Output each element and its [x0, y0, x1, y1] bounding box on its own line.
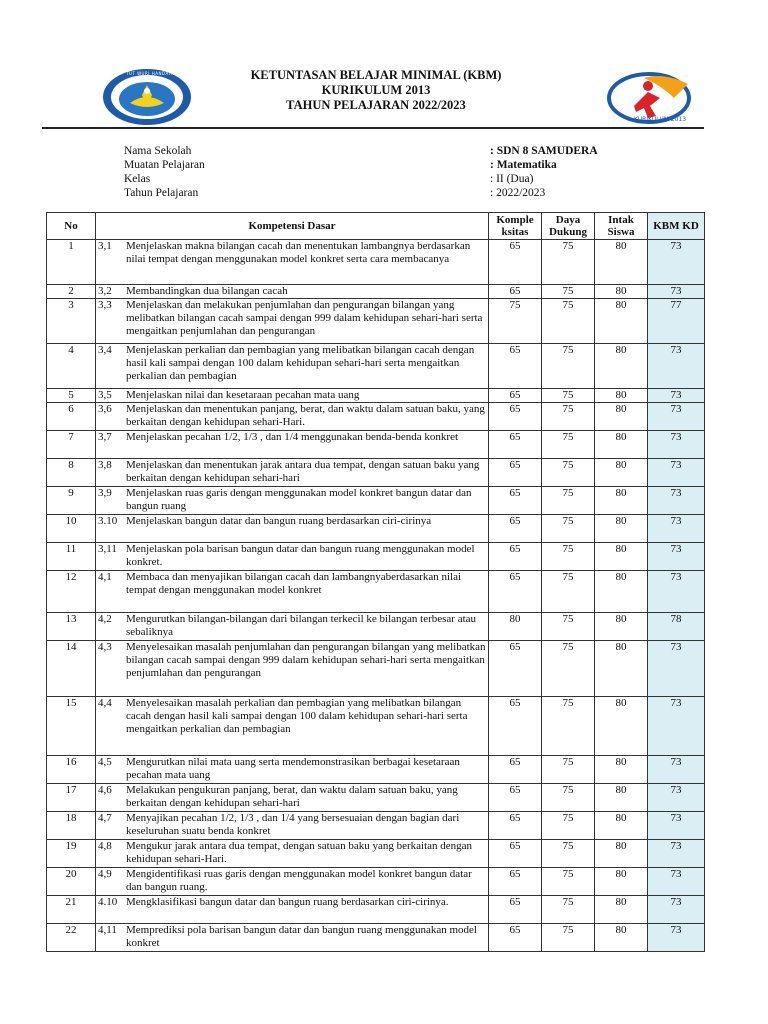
kompleksitas-value: 65: [489, 487, 542, 515]
table-row: [47, 613, 705, 641]
row-number: 7: [47, 431, 96, 459]
kbm-kd-value: 73: [648, 403, 705, 431]
kompetensi-dasar-cell: [96, 543, 489, 571]
daya-dukung-value: 75: [542, 641, 595, 697]
kd-code: 4,3: [98, 641, 112, 653]
kompleksitas-value: 65: [489, 641, 542, 697]
document-title: [200, 68, 552, 113]
kbm-kd-value: 73: [648, 812, 705, 840]
kompleksitas-value: 65: [489, 571, 542, 613]
info-value: : 2022/2023: [490, 187, 546, 199]
kompleksitas-value: 65: [489, 240, 542, 285]
kd-description: Menjelaskan nilai dan kesetaraan pecahan mata uang: [126, 389, 360, 401]
kompetensi-dasar-cell: [96, 868, 489, 896]
kompleksitas-value: 65: [489, 756, 542, 784]
kd-code: 4,2: [98, 613, 112, 625]
intake-value: 80: [595, 571, 648, 613]
kbm-table: [46, 212, 705, 952]
kd-description: Menjelaskan perkalian dan pembagian yang melibatkan bilangan cacah dengan hasil kali sampai dengan 100 dalam kehidupan sehari-hari serta mengaitkan perkalian dan pembagian: [126, 344, 475, 382]
kd-code: 4,8: [98, 840, 112, 852]
kbm-kd-value: 73: [648, 285, 705, 299]
daya-dukung-value: 75: [542, 840, 595, 868]
kompetensi-dasar-cell: [96, 299, 489, 344]
row-number: 18: [47, 812, 96, 840]
info-value: : II (Dua): [490, 173, 534, 185]
kd-code: 4,11: [98, 924, 117, 936]
info-label: Kelas: [124, 173, 151, 185]
daya-dukung-value: 75: [542, 285, 595, 299]
row-number: 12: [47, 571, 96, 613]
right-logo-text: KURIKULUM 2013: [634, 116, 687, 123]
header-kompleksitas: Komple ksitas: [489, 213, 542, 240]
table-row: [47, 431, 705, 459]
kd-description: Menyelesaikan masalah perkalian dan pembagian yang melibatkan bilangan cacah dengan hasil kali sampai dengan 100 dalam kehidupan sehari-hari serta mengaitkan perkalian dan pembagian: [126, 697, 468, 735]
daya-dukung-value: 75: [542, 487, 595, 515]
row-number: 21: [47, 896, 96, 924]
kd-code: 4.10: [98, 896, 118, 908]
info-row-class: [124, 172, 684, 186]
daya-dukung-value: 75: [542, 403, 595, 431]
kompetensi-dasar-cell: [96, 756, 489, 784]
kompetensi-dasar-cell: [96, 403, 489, 431]
intake-value: 80: [595, 515, 648, 543]
intake-value: 80: [595, 543, 648, 571]
intake-value: 80: [595, 868, 648, 896]
info-label: Nama Sekolah: [124, 145, 192, 157]
kd-code: 3.10: [98, 515, 118, 527]
left-logo-text: TUT WURI HANDAYANI: [126, 71, 180, 76]
table-row: [47, 641, 705, 697]
table-row: [47, 403, 705, 431]
kd-code: 3,7: [98, 431, 112, 443]
info-row-year: [124, 186, 684, 200]
table-row: [47, 389, 705, 403]
kbm-kd-value: 73: [648, 896, 705, 924]
kompetensi-dasar-cell: [96, 641, 489, 697]
kbm-kd-value: 73: [648, 756, 705, 784]
kd-code: 3,1: [98, 240, 112, 252]
kd-description: Mengurutkan nilai mata uang serta mendemonstrasikan berbagai kesetaraan pecahan mata uang: [126, 756, 460, 781]
kompleksitas-value: 65: [489, 868, 542, 896]
daya-dukung-value: 75: [542, 515, 595, 543]
table-row: [47, 459, 705, 487]
kbm-kd-value: 73: [648, 784, 705, 812]
kompetensi-dasar-cell: [96, 571, 489, 613]
row-number: 13: [47, 613, 96, 641]
daya-dukung-value: 75: [542, 543, 595, 571]
title-line-2: KURIKULUM 2013: [321, 83, 431, 97]
kompetensi-dasar-cell: [96, 613, 489, 641]
daya-dukung-value: 75: [542, 784, 595, 812]
kbm-kd-value: 73: [648, 840, 705, 868]
kompetensi-dasar-cell: [96, 515, 489, 543]
daya-dukung-value: 75: [542, 389, 595, 403]
kompleksitas-value: 65: [489, 459, 542, 487]
intake-value: 80: [595, 299, 648, 344]
kompetensi-dasar-cell: [96, 896, 489, 924]
kbm-kd-value: 73: [648, 571, 705, 613]
kd-description: Mengidentifikasi ruas garis dengan menggunakan model konkret bangun datar dan bangun ruang.: [126, 868, 472, 893]
kd-code: 4,7: [98, 812, 112, 824]
kd-description: Menjelaskan makna bilangan cacah dan menentukan lambangnya berdasarkan nilai tempat dengan menggunakan model konkret serta cara membacanya: [126, 240, 471, 265]
kd-description: Memprediksi pola barisan bangun datar dan bangun ruang menggunakan model konkret: [126, 924, 477, 949]
table-row: [47, 285, 705, 299]
intake-value: 80: [595, 431, 648, 459]
kd-code: 3,2: [98, 285, 112, 297]
kompetensi-dasar-cell: [96, 431, 489, 459]
daya-dukung-value: 75: [542, 344, 595, 389]
header-no: No: [47, 213, 96, 240]
kompetensi-dasar-cell: [96, 389, 489, 403]
info-label: Tahun Pelajaran: [124, 187, 199, 199]
table-header-row: [47, 213, 705, 240]
kd-description: Menjelaskan dan menentukan jarak antara dua tempat, dengan satuan baku yang berkaitan dengan kehidupan sehari-hari: [126, 459, 480, 484]
kd-code: 3,6: [98, 403, 112, 415]
row-number: 17: [47, 784, 96, 812]
header-daya-dukung: Daya Dukung: [542, 213, 595, 240]
title-line-1: KETUNTASAN BELAJAR MINIMAL (KBM): [250, 68, 502, 82]
info-label: Muatan Pelajaran: [124, 159, 205, 171]
kd-code: 3,11: [98, 543, 117, 555]
intake-value: 80: [595, 840, 648, 868]
kompetensi-dasar-cell: [96, 697, 489, 756]
intake-value: 80: [595, 459, 648, 487]
kd-code: 4,4: [98, 697, 112, 709]
kompetensi-dasar-cell: [96, 285, 489, 299]
kd-description: Menjelaskan bangun datar dan bangun ruang berdasarkan ciri-cirinya: [126, 515, 432, 527]
intake-value: 80: [595, 641, 648, 697]
kd-code: 4,6: [98, 784, 112, 796]
info-row-school: [124, 144, 684, 158]
kompetensi-dasar-cell: [96, 784, 489, 812]
kompleksitas-value: 65: [489, 924, 542, 952]
kbm-kd-value: 73: [648, 389, 705, 403]
intake-value: 80: [595, 389, 648, 403]
kbm-kd-value: 73: [648, 515, 705, 543]
school-info: [124, 144, 684, 200]
row-number: 14: [47, 641, 96, 697]
row-number: 16: [47, 756, 96, 784]
daya-dukung-value: 75: [542, 868, 595, 896]
kompleksitas-value: 65: [489, 515, 542, 543]
row-number: 10: [47, 515, 96, 543]
daya-dukung-value: 75: [542, 571, 595, 613]
document-header: [0, 0, 768, 135]
kbm-kd-value: 78: [648, 613, 705, 641]
kompetensi-dasar-cell: [96, 840, 489, 868]
row-number: 11: [47, 543, 96, 571]
kd-code: 4,5: [98, 756, 112, 768]
kbm-kd-value: 73: [648, 431, 705, 459]
kbm-kd-value: 73: [648, 459, 705, 487]
kd-code: 3,5: [98, 389, 112, 401]
table-row: [47, 868, 705, 896]
row-number: 22: [47, 924, 96, 952]
kd-description: Menyajikan pecahan 1/2, 1/3 , dan 1/4 yang bersesuaian dengan bagian dari keseluruhan suatu benda konkret: [126, 812, 460, 837]
row-number: 8: [47, 459, 96, 487]
kd-code: 3,4: [98, 344, 112, 356]
kd-description: Menjelaskan dan menentukan panjang, berat, dan waktu dalam satuan baku, yang berkaitan dengan kehidupan sehari-Hari.: [126, 403, 485, 428]
kompleksitas-value: 65: [489, 285, 542, 299]
table-row: [47, 812, 705, 840]
intake-value: 80: [595, 344, 648, 389]
row-number: 2: [47, 285, 96, 299]
intake-value: 80: [595, 924, 648, 952]
daya-dukung-value: 75: [542, 924, 595, 952]
kd-description: Menyelesaikan masalah penjumlahan dan pengurangan bilangan yang melibatkan bilangan cacah sampai dengan 999 dalam kehidupan sehari-hari serta mengaitkan penjumlahan dan pengurangan: [126, 641, 486, 679]
kompleksitas-value: 65: [489, 840, 542, 868]
table-row: [47, 240, 705, 285]
kompleksitas-value: 65: [489, 896, 542, 924]
intake-value: 80: [595, 403, 648, 431]
kompleksitas-value: 65: [489, 812, 542, 840]
daya-dukung-value: 75: [542, 299, 595, 344]
kd-code: 3,9: [98, 487, 112, 499]
daya-dukung-value: 75: [542, 240, 595, 285]
kd-description: Melakukan pengukuran panjang, berat, dan waktu dalam satuan baku, yang berkaitan dengan kehidupan sehari-hari: [126, 784, 458, 809]
kompleksitas-value: 65: [489, 344, 542, 389]
kompleksitas-value: 65: [489, 389, 542, 403]
row-number: 5: [47, 389, 96, 403]
kd-description: Membaca dan menyajikan bilangan cacah dan lambangnyaberdasarkan nilai tempat dengan menggunakan model konkret: [126, 571, 462, 596]
intake-value: 80: [595, 896, 648, 924]
kd-description: Membandingkan dua bilangan cacah: [126, 285, 288, 297]
info-value: : SDN 8 SAMUDERA: [490, 145, 598, 157]
title-line-3: TAHUN PELAJARAN 2022/2023: [286, 98, 466, 112]
header-divider: [42, 127, 704, 129]
row-number: 9: [47, 487, 96, 515]
kbm-kd-value: 73: [648, 487, 705, 515]
intake-value: 80: [595, 784, 648, 812]
intake-value: 80: [595, 613, 648, 641]
intake-value: 80: [595, 487, 648, 515]
table-row: [47, 756, 705, 784]
kd-description: Mengklasifikasi bangun datar dan bangun ruang berdasarkan ciri-cirinya.: [126, 896, 449, 908]
kd-description: Mengukur jarak antara dua tempat, dengan satuan baku yang berkaitan dengan kehidupan sehari-Hari.: [126, 840, 473, 865]
intake-value: 80: [595, 240, 648, 285]
table-body: [47, 240, 705, 952]
table-row: [47, 543, 705, 571]
info-value: : Matematika: [490, 159, 557, 171]
row-number: 19: [47, 840, 96, 868]
daya-dukung-value: 75: [542, 896, 595, 924]
header-kompetensi-dasar: Kompetensi Dasar: [96, 213, 489, 240]
kd-code: 3,8: [98, 459, 112, 471]
kompleksitas-value: 65: [489, 403, 542, 431]
kd-description: Menjelaskan ruas garis dengan menggunakan model konkret bangun datar dan bangun ruang: [126, 487, 472, 512]
table-row: [47, 299, 705, 344]
table-row: [47, 896, 705, 924]
header-intake-siswa: Intak Siswa: [595, 213, 648, 240]
table-row: [47, 784, 705, 812]
kurikulum-2013-logo: [604, 72, 694, 128]
kbm-kd-value: 73: [648, 543, 705, 571]
daya-dukung-value: 75: [542, 812, 595, 840]
kompleksitas-value: 65: [489, 543, 542, 571]
kd-code: 4,9: [98, 868, 112, 880]
kompetensi-dasar-cell: [96, 487, 489, 515]
info-row-subject: [124, 158, 684, 172]
kd-description: Menjelaskan pecahan 1/2, 1/3 , dan 1/4 menggunakan benda-benda konkret: [126, 431, 459, 443]
daya-dukung-value: 75: [542, 613, 595, 641]
table-row: [47, 344, 705, 389]
intake-value: 80: [595, 285, 648, 299]
intake-value: 80: [595, 697, 648, 756]
table-row: [47, 697, 705, 756]
table-row: [47, 571, 705, 613]
daya-dukung-value: 75: [542, 459, 595, 487]
kompetensi-dasar-cell: [96, 240, 489, 285]
daya-dukung-value: 75: [542, 431, 595, 459]
row-number: 15: [47, 697, 96, 756]
kompetensi-dasar-cell: [96, 459, 489, 487]
row-number: 4: [47, 344, 96, 389]
kompleksitas-value: 75: [489, 299, 542, 344]
kompleksitas-value: 65: [489, 431, 542, 459]
kbm-kd-value: 73: [648, 641, 705, 697]
kd-description: Mengurutkan bilangan-bilangan dari bilangan terkecil ke bilangan terbesar atau sebaliknya: [126, 613, 477, 638]
intake-value: 80: [595, 812, 648, 840]
kbm-kd-value: 73: [648, 924, 705, 952]
row-number: 20: [47, 868, 96, 896]
kbm-kd-value: 73: [648, 240, 705, 285]
kd-description: Menjelaskan dan melakukan penjumlahan dan pengurangan bilangan yang melibatkan bilangan cacah sampai dengan 999 dalam kehidupan sehari-hari serta mengaitkan penjumlahan dan pengurangan: [126, 299, 483, 337]
tut-wuri-handayani-logo: [100, 67, 194, 127]
row-number: 6: [47, 403, 96, 431]
kompetensi-dasar-cell: [96, 344, 489, 389]
kompleksitas-value: 65: [489, 784, 542, 812]
intake-value: 80: [595, 756, 648, 784]
row-number: 1: [47, 240, 96, 285]
kbm-kd-value: 77: [648, 299, 705, 344]
kompleksitas-value: 80: [489, 613, 542, 641]
kompetensi-dasar-cell: [96, 924, 489, 952]
table-row: [47, 924, 705, 952]
header-kbm-kd: KBM KD: [648, 213, 705, 240]
daya-dukung-value: 75: [542, 697, 595, 756]
kbm-kd-value: 73: [648, 344, 705, 389]
kbm-kd-value: 73: [648, 697, 705, 756]
kbm-kd-value: 73: [648, 868, 705, 896]
table-row: [47, 515, 705, 543]
kompleksitas-value: 65: [489, 697, 542, 756]
kd-code: 4,1: [98, 571, 112, 583]
kompetensi-dasar-cell: [96, 812, 489, 840]
row-number: 3: [47, 299, 96, 344]
daya-dukung-value: 75: [542, 756, 595, 784]
table-row: [47, 487, 705, 515]
kd-code: 3,3: [98, 299, 112, 311]
kd-description: Menjelaskan pola barisan bangun datar dan bangun ruang menggunakan model konkret.: [126, 543, 475, 568]
table-row: [47, 840, 705, 868]
